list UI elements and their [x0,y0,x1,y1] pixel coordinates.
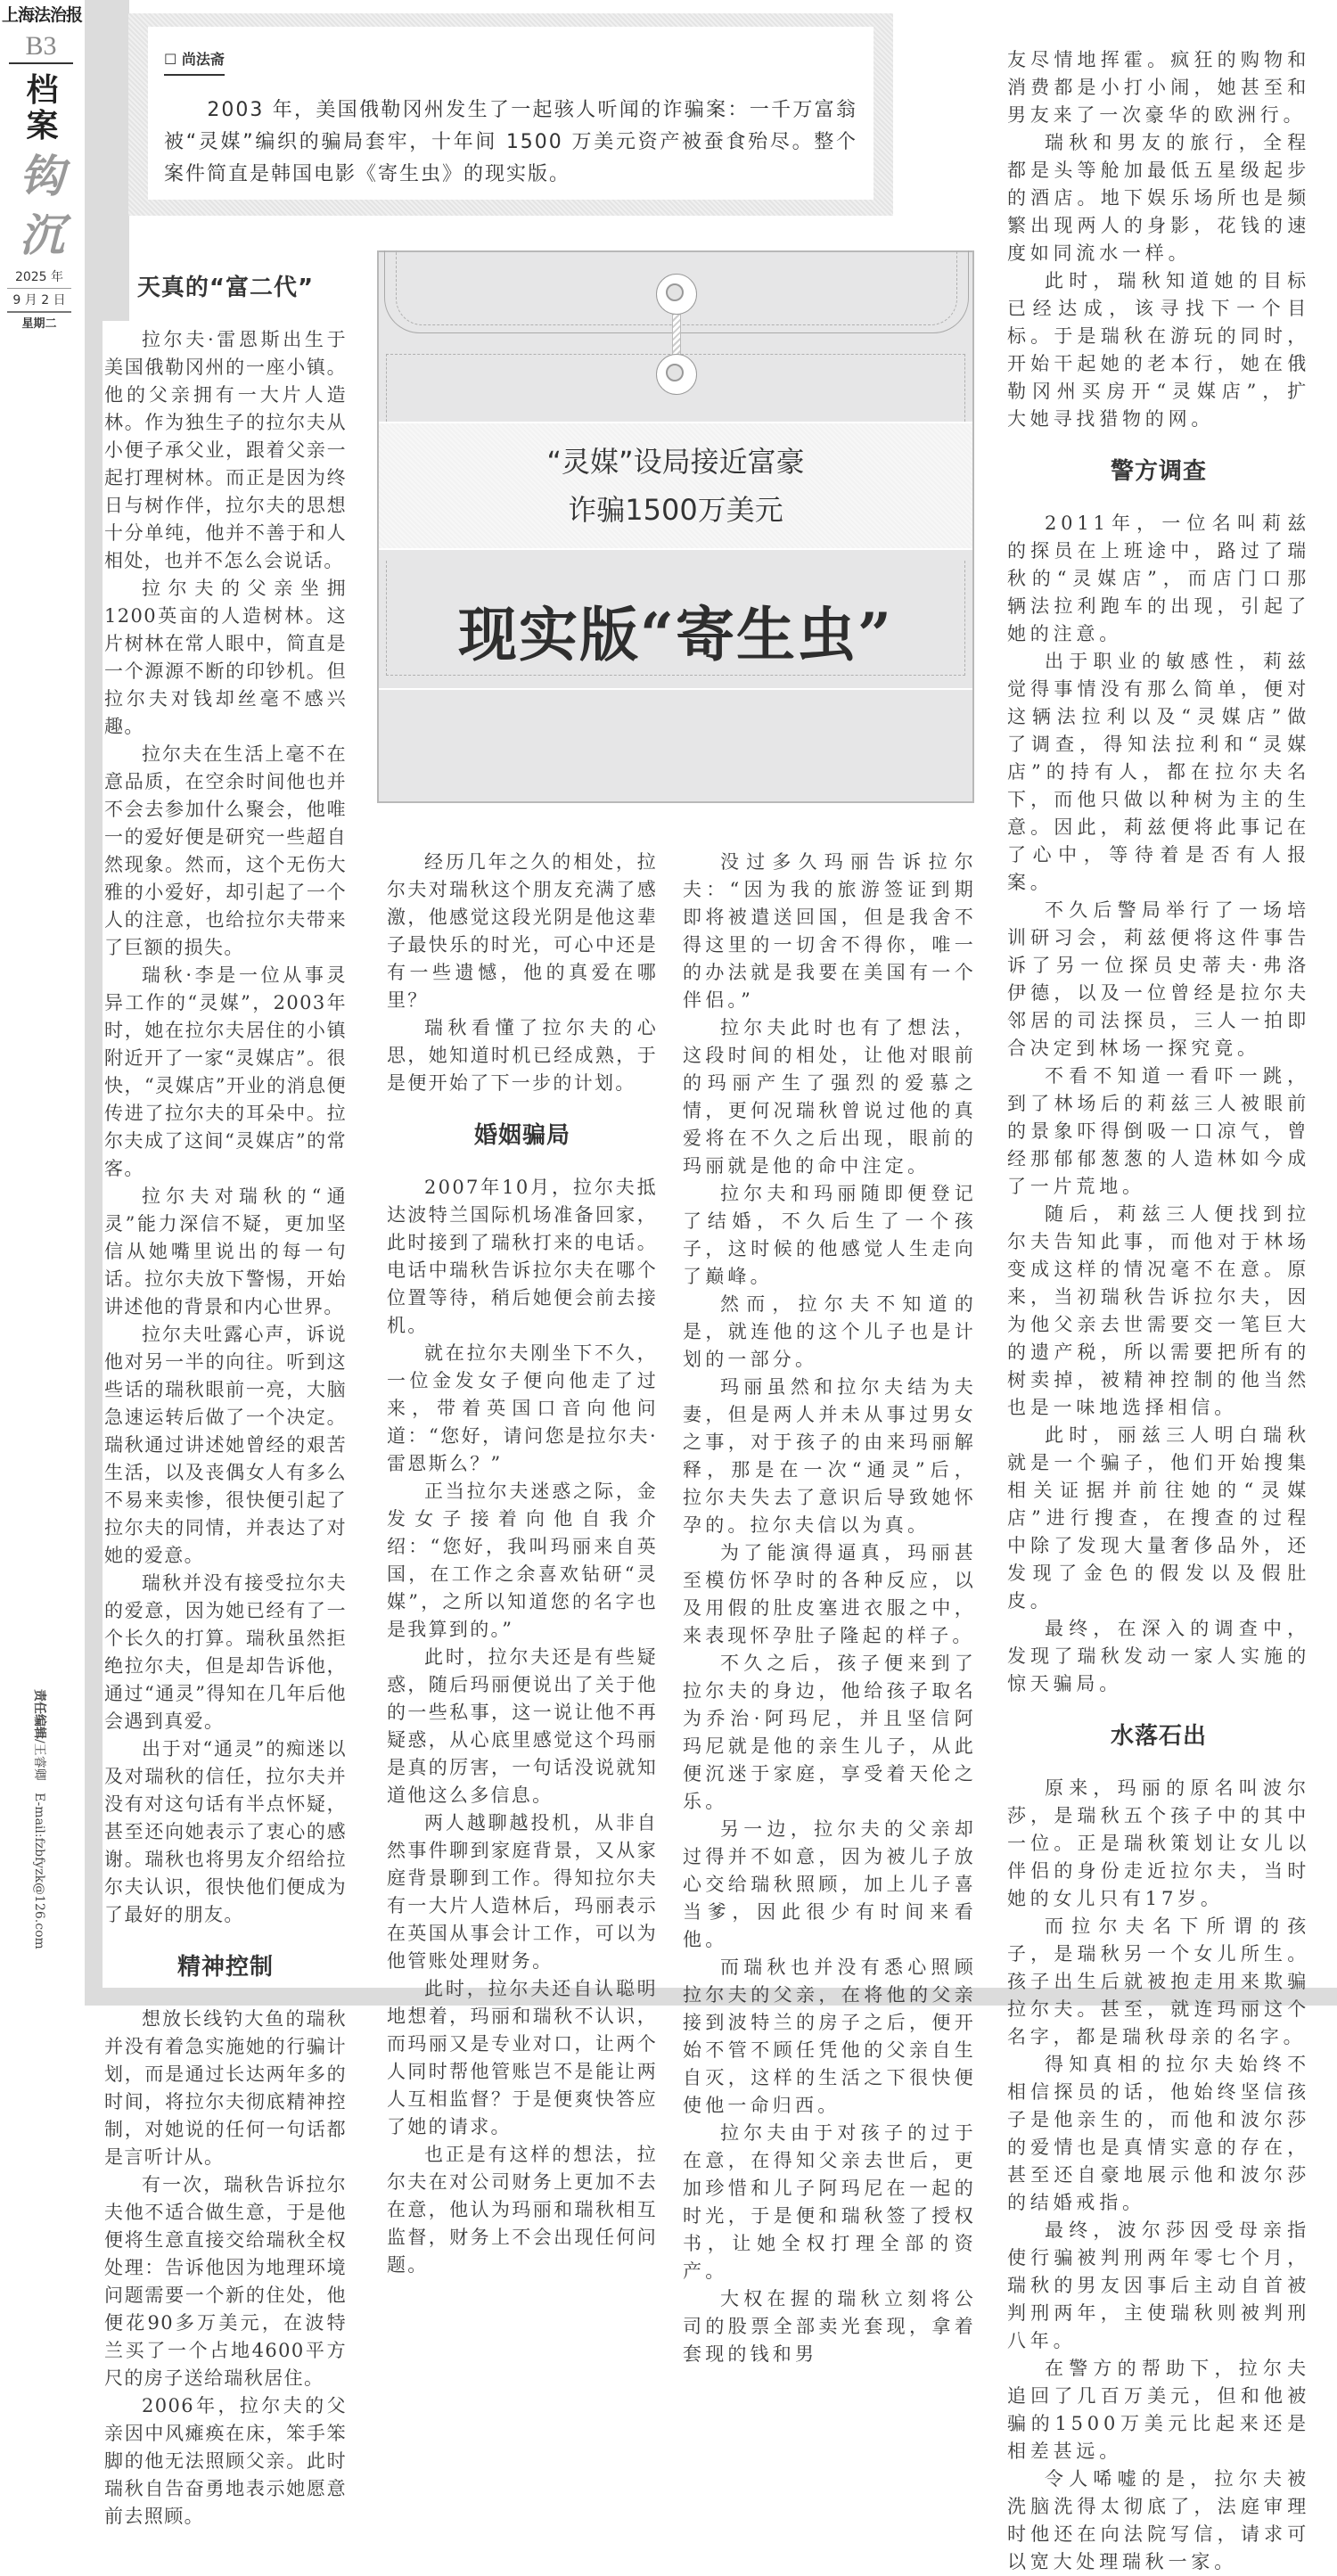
article-paragraph: 拉尔夫·雷恩斯出生于美国俄勒冈州的一座小镇。他的父亲拥有一大片人造林。作为独生子的拉尔夫从小便子承父业，跟着父亲一起打理树林。而正是因为终日与树作伴，拉尔夫的思想十分单纯，他并不善于和人相处，也并不怎么会说话。 [104,329,347,571]
summary-text: 2003 年，美国俄勒冈州发生了一起骇人听闻的诈骗案：一千万富翁被“灵媒”编织的骗局套牢，十年间 1500 万美元资产被蚕食殆尽。整个案件简直是韩国电影《寄生虫》的现实版。 [164,99,857,185]
article-paragraph: 2011年，一位名叫莉兹的探员在上班途中，路过了瑞秋的“灵媒店”，而店门口那辆法拉利跑车的出现，引起了她的注意。 [1007,513,1310,644]
editor-credit [31,1689,49,1965]
article-paragraph: 出于对“通灵”的痴迷以及对瑞秋的信任，拉尔夫并没有对这句话有半点怀疑，甚至还向她表示了衷心的感谢。瑞秋也将男友介绍给拉尔夫认识，很快他们便成为了最好的朋友。 [104,1738,347,1925]
article-paragraph: 拉尔夫对瑞秋的“通灵”能力深信不疑，更加坚信从她嘴里说出的每一句话。拉尔夫放下警惕，开始讲述他的背景和内心世界。 [104,1185,347,1317]
headline-title: 现实版“寄生虫” [458,600,893,669]
title-panel [379,561,972,690]
article-column-2 [387,849,658,2279]
article-column-3 [683,849,977,2368]
issue-weekday: 星期二 [21,317,57,331]
newspaper-logo: 上海法治报 [2,5,83,25]
article-paragraph: 而瑞秋也并没有悉心照顾拉尔夫的父亲，在将他的父亲接到波特兰的房子之后，便开始不管不顾任凭他的父亲自生自灭，这样的生活之下很快便使他一命归西。 [683,1957,977,2116]
summary-panel [148,27,874,200]
article-paragraph: 大权在握的瑞秋立刻将公司的股票全部卖光套现，拿着套现的钱和男 [683,2288,977,2365]
article-paragraph: 拉尔夫由于对孩子的过于在意，在得知父亲去世后，更加珍惜和儿子阿玛尼在一起的时光，于是便和瑞秋签了授权书，让她全权打理全部的资产。 [683,2122,977,2282]
article-paragraph: 令人唏嘘的是，拉尔夫被洗脑洗得太彻底了，法庭审理时他还在向法院写信，请求可以宽大处理瑞秋一家。 [1007,2468,1310,2572]
headline-subtitle-line1: “灵媒”设局接近富豪 [546,445,805,479]
article-column-4 [1007,46,1310,2576]
grommet-icon [656,274,697,315]
article-paragraph: 两人越聊越投机，从非自然事件聊到家庭背景，又从家庭背景聊到工作。得知拉尔夫有一大片人造林后，玛丽表示在英国从事会计工作，可以为他管账处理财务。 [387,1812,658,1972]
article-paragraph: 另一边，拉尔夫的父亲却过得并不如意，因为被儿子放心交给瑞秋照顾，加上儿子喜当爹，因此很少有时间来看他。 [683,1818,977,1950]
article-paragraph: 拉尔夫的父亲坐拥1200英亩的人造树林。这片树林在常人眼中，简直是一个源源不断的印钞机。但拉尔夫对钱却丝毫不感兴趣。 [104,578,347,737]
section-heading: 天真的“富二代” [136,275,315,301]
article-paragraph: 最终，波尔莎因受母亲指使行骗被判刑两年零七个月，瑞秋的男友因事后主动自首被判刑两年，主使瑞秋则被判刑八年。 [1007,2219,1310,2351]
article-paragraph: 瑞秋·李是一位从事灵异工作的“灵媒”，2003年时，她在拉尔夫居住的小镇附近开了一家“灵媒店”。很快，“灵媒店”开业的消息便传进了拉尔夫的耳朵中。拉尔夫成了这间“灵媒店”的常客。 [104,964,347,1179]
article-paragraph: 出于职业的敏感性，莉兹觉得事情没有那么简单，便对这辆法拉利以及“灵媒店”做了调查，得知法拉利和“灵媒店”的持有人，都在拉尔夫名下，而他只做以种树为主的生意。因此，莉兹便将此事记在了心中，等待着是否有人报案。 [1007,651,1310,893]
summary-box [128,13,893,216]
article-paragraph: 瑞秋看懂了拉尔夫的心思，她知道时机已经成熟，于是便开始了下一步的计划。 [387,1017,658,1094]
section-heading: 水落石出 [1110,1723,1207,1750]
article-paragraph: 想放长线钓大鱼的瑞秋并没有着急实施她的行骗计划，而是通过长达两年多的时间，将拉尔夫彻底精神控制，对她说的任何一句话都是言听计从。 [104,2008,347,2168]
issue-date: 9 月 2 日 [7,291,71,313]
section-heading: 精神控制 [176,1954,274,1981]
article-paragraph: 拉尔夫此时也有了想法，这段时间的相处，让他对眼前的玛丽产生了强烈的爱慕之情，更何况瑞秋曾说过他的真爱将在不久之后出现，眼前的玛丽就是他的命中注定。 [683,1017,977,1177]
article-paragraph: 也正是有这样的想法，拉尔夫在对公司财务上更加不去在意，他认为玛丽和瑞秋相互监督，财务上不会出现任何问题。 [387,2144,658,2276]
article-paragraph: 就在拉尔夫刚坐下不久，一位金发女子便向他走了过来，带着英国口音向他问道：“您好，请问您是拉尔夫·雷恩斯么？” [387,1342,658,1474]
article-paragraph: 此时，丽兹三人明白瑞秋就是一个骗子，他们开始搜集相关证据并前往她的“灵媒店”进行搜查，在搜查的过程中除了发现大量奢侈品外，还发现了金色的假发以及假肚皮。 [1007,1424,1310,1612]
article-paragraph: 不看不知道一看吓一跳，到了林场后的莉兹三人被眼前的景象吓得倒吸一口凉气，曾经那郁郁葱葱的人造林如今成了一片荒地。 [1007,1065,1310,1197]
grommet-icon [656,354,697,395]
article-paragraph: 玛丽虽然和拉尔夫结为夫妻，但是两人并未从事过男女之事，对于孩子的由来玛丽解释，那是在一次“通灵”后，拉尔夫失去了意识后导致她怀孕的。拉尔夫信以为真。 [683,1376,977,1536]
article-paragraph: 此时，拉尔夫还是有些疑惑，随后玛丽便说出了关于他的一些私事，这一说让他不再疑惑，从心底里感觉这个玛丽是真的厉害，一句话没说就知道他这么多信息。 [387,1646,658,1806]
page-number: B3 [9,30,73,64]
article-paragraph: 正当拉尔夫迷惑之际，金发女子接着向他自我介绍：“您好，我叫玛丽来自英国，在工作之余喜欢钻研“灵媒”，之所以知道您的名字也是我算到的。” [387,1481,658,1640]
section-title: 档案 [26,72,59,144]
article-paragraph: 最终，在深入的调查中，发现了瑞秋发动一家人实施的惊天骗局。 [1007,1618,1310,1694]
editor-name: /王睿卿 [32,1739,46,1781]
article-paragraph: 而拉尔夫名下所谓的孩子，是瑞秋另一个女儿所生。孩子出生后就被抱走用来欺骗拉尔夫。甚至，就连玛丽这个名字，都是瑞秋母亲的名字。 [1007,1916,1310,2047]
article-column-1 [104,273,347,2531]
issue-year: 2025 年 [7,267,71,289]
article-paragraph: 得知真相的拉尔夫始终不相信探员的话，他始终坚信孩子是他亲生的，而他和波尔莎的爱情也是真情实意的存在，甚至还自豪地展示他和波尔莎的结婚戒指。 [1007,2054,1310,2213]
article-paragraph: 然而，拉尔夫不知道的是，就连他的这个儿子也是计划的一部分。 [683,1293,977,1370]
author-byline: ☐ 尚法斋 [164,48,225,76]
article-paragraph: 友尽情地挥霍。疯狂的购物和消费都是小打小闹，她甚至和男友来了一次豪华的欧洲行。 [1007,49,1310,126]
article-paragraph: 此时，瑞秋知道她的目标已经达成，该寻找下一个目标。于是瑞秋在游玩的同时，开始干起她的老本行，她在俄勒冈州买房开“灵媒店”，扩大她寻找猎物的网。 [1007,270,1310,430]
article-paragraph: 瑞秋和男友的旅行，全程都是头等舱加最低五星级起步的酒店。地下娱乐场所也是频繁出现两人的身影，花钱的速度如同流水一样。 [1007,132,1310,264]
section-heading: 婚姻骗局 [473,1122,570,1149]
article-paragraph: 有一次，瑞秋告诉拉尔夫他不适合做生意，于是他便将生意直接交给瑞秋全权处理：告诉他因为地理环境问题需要一个新的住处，他便花90多万美元，在波特兰买了一个占地4600平方尺的房子送给瑞秋居住。 [104,2174,347,2389]
article-paragraph: 在警方的帮助下，拉尔夫追回了几百万美元，但和他被骗的1500万美元比起来还是相差甚远。 [1007,2358,1310,2462]
article-paragraph: 原来，玛丽的原名叫波尔莎，是瑞秋五个孩子中的其中一位。正是瑞秋策划让女儿以伴侣的身份走近拉尔夫，当时她的女儿只有17岁。 [1007,1777,1310,1909]
article-paragraph: 随后，莉兹三人便找到拉尔夫告知此事，而他对于林场变成这样的情况毫不在意。原来，当初瑞秋告诉拉尔夫，因为他父亲去世需要交一笔巨大的遗产税，所以需要把所有的树卖掉，被精神控制的他当然也是一味地选择相信。 [1007,1203,1310,1418]
article-paragraph: 2007年10月，拉尔夫抵达波特兰国际机场准备回家，此时接到了瑞秋打来的电话。电话中瑞秋告诉拉尔夫在哪个位置等待，稍后她便会前去接机。 [387,1177,658,1336]
article-paragraph: 不久之后，孩子便来到了拉尔夫的身边，他给孩子取名为乔治·阿玛尼，并且坚信阿玛尼就是他的亲生儿子，从此便沉迷于家庭，享受着天伦之乐。 [683,1653,977,1812]
article-paragraph: 经历几年之久的相处，拉尔夫对瑞秋这个朋友充满了感激，他感觉这段光阴是他这辈子最快乐的时光，可心中还是有一些遗憾，他的真爱在哪里？ [387,851,658,1011]
article-paragraph: 为了能演得逼真，玛丽甚至模仿怀孕时的各种反应，以及用假的肚皮塞进衣服之中，来表现怀孕肚子隆起的样子。 [683,1542,977,1646]
editor-email: E-mail:fzbfyzk@126.com [32,1793,46,1949]
article-paragraph: 没过多久玛丽告诉拉尔夫：“因为我的旅游签证到期即将被遣送回国，但是我舍不得这里的一切舍不得你，唯一的办法就是我要在美国有一个伴侣。” [683,851,977,1011]
headline-envelope-graphic [377,250,974,803]
article-paragraph: 2006年，拉尔夫的父亲因中风瘫痪在床，笨手笨脚的他无法照顾父亲。此时瑞秋自告奋勇地表示她愿意前去照顾。 [104,2395,347,2527]
article-paragraph: 此时，拉尔夫还自认聪明地想着，玛丽和瑞秋不认识，而玛丽又是专业对口，让两个人同时帮他管账岂不是能让两人互相监督？于是便爽快答应了她的请求。 [387,1978,658,2137]
masthead-strip [0,0,85,2008]
article-paragraph: 拉尔夫和玛丽随即便登记了结婚，不久后生了一个孩子，这时候的他感觉人生走向了巅峰。 [683,1183,977,1287]
subtitle-band [379,422,972,550]
article-paragraph: 瑞秋并没有接受拉尔夫的爱意，因为她已经有了一个长久的打算。瑞秋虽然拒绝拉尔夫，但是却告诉他，通过“通灵”得知在几年后他会遇到真爱。 [104,1572,347,1732]
section-heading: 警方调查 [1110,458,1207,485]
article-paragraph: 不久后警局举行了一场培训研习会，莉兹便将这件事告诉了另一位探员史蒂夫·弗洛伊德，以及一位曾经是拉尔夫邻居的司法探员，三人一拍即合决定到林场一探究竟。 [1007,899,1310,1059]
section-title-calligraphy: 钩沉 [20,150,64,261]
editor-label: 责任编辑 [32,1689,46,1739]
headline-subtitle-line2: 诈骗1500万美元 [568,493,783,527]
article-paragraph: 拉尔夫吐露心声，诉说他对另一半的向往。听到这些话的瑞秋眼前一亮，大脑急速运转后做了一个决定。瑞秋通过讲述她曾经的艰苦生活，以及丧偶女人有多么不易来卖惨，很快便引起了拉尔夫的同情，并表达了对她的爱意。 [104,1324,347,1566]
article-paragraph: 拉尔夫在生活上毫不在意品质，在空余时间他也并不会去参加什么聚会，他唯一的爱好便是研究一些超自然现象。然而，这个无伤大雅的小爱好，却引起了一个人的注意，也给拉尔夫带来了巨额的损失。 [104,743,347,958]
